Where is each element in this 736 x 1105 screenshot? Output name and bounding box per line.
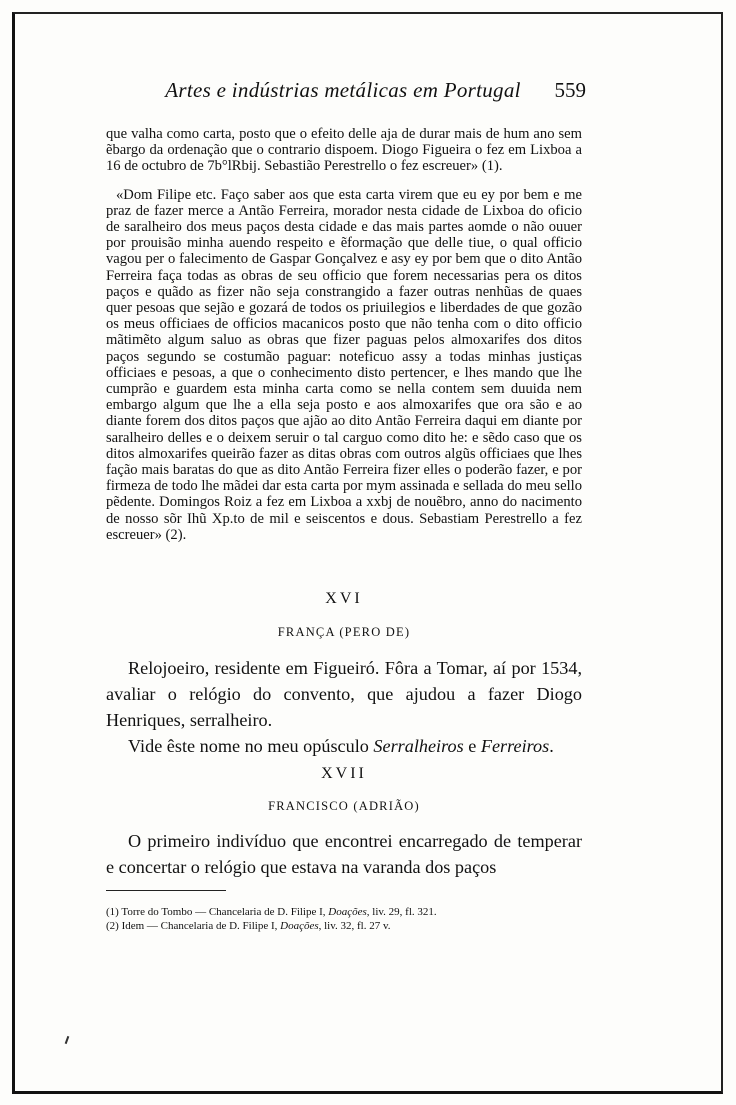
entry-paragraph: Relojoeiro, residente em Figueiró. Fôra a Tomar, aí por 1534, avaliar o relógio do convento, que ajudou a fazer Diogo Henriques, serralheiro.: [106, 658, 582, 730]
reference-title-1: Serralheiros: [373, 736, 464, 756]
reference-prefix: Vide êste nome no meu opúsculo: [128, 736, 374, 756]
entry-name-francisco: FRANCISCO (ADRIÃO): [268, 799, 420, 813]
entry-reference: [106, 733, 582, 759]
footnote-marker: (1): [106, 906, 119, 918]
entry-body-franca: [106, 655, 582, 759]
section-numeral-xvi: XVI: [325, 590, 363, 607]
footnote-1: (1) Torre do Tombo — Chancelaria de D. Filipe I, Doações, liv. 29, fl. 321.: [106, 906, 437, 918]
continuation-paragraph: que valha como carta, posto que o efeito delle aja de durar mais de hum ano sem ẽbargo da ordenação que o contrario dispoem. Diogo Figueira o fez em Lixboa a 16 de octubro de 7b°lRbij. Sebastião Perestrello o fez escreuer» (1).: [106, 126, 582, 175]
reference-joiner: e: [463, 736, 481, 756]
page-number: 559: [554, 78, 586, 102]
running-title: Artes e indústrias metálicas em Portugal: [165, 78, 521, 102]
footnote-marker: (2): [106, 919, 119, 932]
reference-title-2: Ferreiros: [480, 736, 550, 756]
entry-body-francisco: [106, 828, 582, 880]
entry-name-franca: FRANÇA (PERO DE): [277, 625, 411, 639]
reference-suffix: .: [549, 736, 554, 756]
footnotes: [106, 906, 582, 933]
entry-paragraph: O primeiro indivíduo que encontrei encarregado de temperar e concertar o relógio que estava na varanda dos paços: [106, 831, 582, 877]
document-text: [106, 126, 582, 543]
section-numeral-xvii: XVII: [321, 765, 367, 782]
quoted-document-paragraph: «Dom Filipe etc. Faço saber aos que esta carta virem que eu ey por bem e me praz de fazer merce a Antão Ferreira, morador nesta cidade de Lixboa do oficio de saralheiro dos meus paços desta cidade e das mais partes aomde o não ouuer por prouisão minha auendo respeito e ẽformação que delle tiue, o qual officio vagou per o falecimento de Gaspar Gonçalvez e asy ey por bem que o dito Antão Ferreira faça todas as obras de seu officio que forem necessarias pera os ditos paços e quãdo as fizer não seja constrangido a fazer outras nenhũas de quaes quer pesoas que sejão e gozará de todos os priuilegios e liberdades de que gozão os meus officiaes de officios macanicos posto que não tenha com o dito officio mãtimẽto algum saluo as obras que fizer paguas pelos almoxarifes dos ditos paços segundo se costumão paguar: noteficuo assy a todas minhas justiças officiaes e pesoas, a que o conhecimento disto pertencer, e lhes mando que lhe cumprão e guardem esta minha carta como se nella contem sem duuida nem embargo algum que lhe a ella seja posto e aos almoxarifes que ora são e ao diante forem dos ditos paços que ajão ao dito Antão Ferreira daqui em diante por saralheiro delles e o deixem seruir o tal carguo como dito he: e sẽdo caso que os ditos almoxarifes queirão fazer as ditas obras com outros algũs officiaes que lhes fação mais baratas do que as dito Antão Ferreira fizer elles o poderão fazer, e por firmeza de todo lhe mãdei dar esta carta por mym assinada e sellada do meu sello pẽdente. Domingos Roiz a fez em Lixboa a xxbj de nouẽbro, anno do nacimento de nosso sõr Ihũ Xp.to de mil e seiscentos e dous. Sebastiam Perestrello a fez escreuer» (2).: [106, 186, 582, 543]
footnote-rule: [106, 890, 226, 891]
footnote-2: (2) Idem — Chancelaria de D. Filipe I, Doações, liv. 32, fl. 27 v.: [106, 919, 391, 932]
